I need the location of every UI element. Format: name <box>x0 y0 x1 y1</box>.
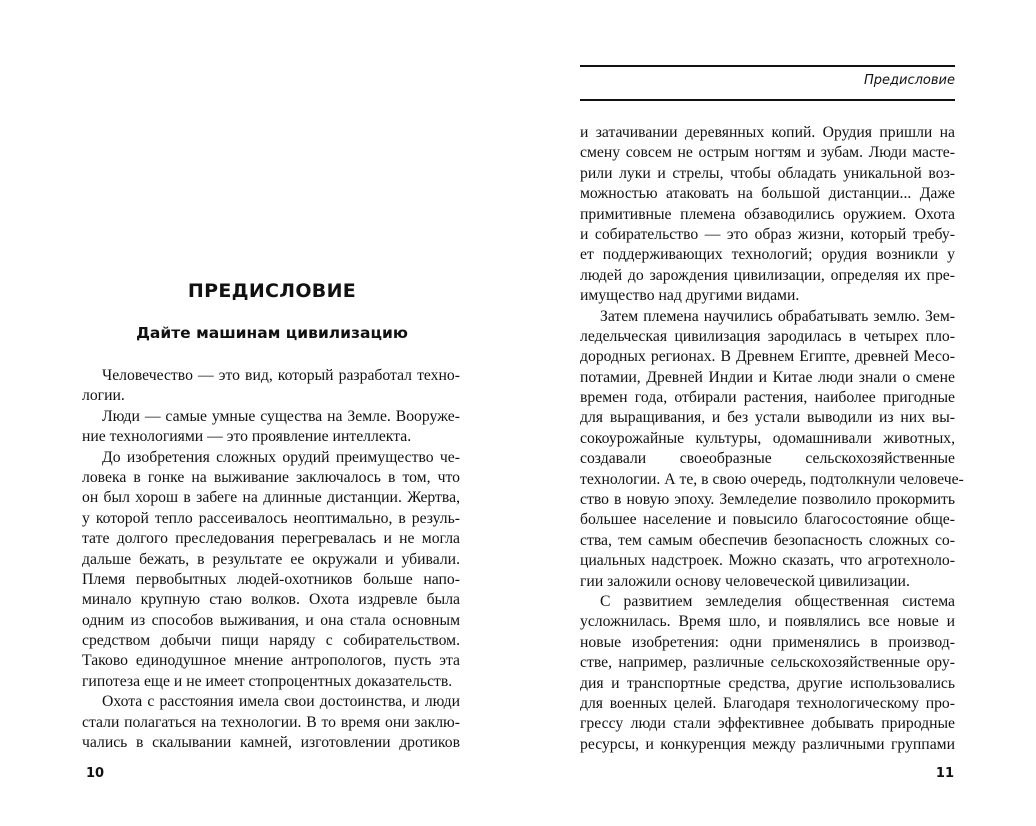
text-line: имущество над другими видами. <box>580 287 800 305</box>
text-line: примитивные племена обзаводились оружием. Охота <box>580 205 955 223</box>
text-line: Племя первобытных людей-охотников больше напо- <box>82 570 460 588</box>
text-line: для выращивания, и без устали выводили из них вы- <box>580 409 955 427</box>
text-line: ет поддерживающих технологий; орудия возникли у <box>580 246 955 264</box>
text-line: для военных целей. Благодаря технологическому про- <box>580 694 955 712</box>
text-line: тате долгого преследования перегревалась и не могла <box>82 530 460 548</box>
text-line: гипотеза еще и не имеет стопроцентных доказательств. <box>82 672 453 690</box>
text-line: Люди — самые умные существа на Земле. Вооруже- <box>102 407 460 425</box>
text-line: он был хорош в забеге на длинные дистанции. Жертва, <box>82 489 460 507</box>
text-line: минало крупную стаю волков. Охота издревле была <box>82 591 460 609</box>
text-line: рили луки и стрелы, чтобы обладать уникальной воз- <box>580 164 955 182</box>
text-line: дия и транспортные средства, другие использовались <box>580 674 955 692</box>
text-line: Человечество — это вид, который разработал техно- <box>102 367 460 384</box>
text-line: сокоурожайные культуры, одомашнивали животных, <box>580 429 955 447</box>
chapter-subtitle: Дайте машинам цивилизацию <box>136 324 408 342</box>
text-line: смену совсем не острым ногтям и зубам. Люди масте- <box>580 144 955 162</box>
text-line: и собирательство — это образ жизни, который требу- <box>580 225 955 243</box>
text-line: С развитием земледелия общественная система <box>600 592 955 610</box>
right-body-text <box>580 123 964 755</box>
text-line: ресурсы, и конкуренция между различными группами <box>580 735 955 753</box>
text-line: большее население и повысило благосостояние обще- <box>580 511 955 529</box>
right-page <box>518 0 1036 826</box>
text-line: создавали своеобразные сельскохозяйственные <box>580 450 955 468</box>
text-line: усложнилась. Время шло, и появлялись все новые и <box>580 613 955 631</box>
text-line: одним из способов выживания, и она стала основным <box>82 611 460 629</box>
text-line: ловека в гонке на выживание заключалось в том, что <box>82 468 460 486</box>
page-number-left: 10 <box>86 766 105 781</box>
text-line: потамии, Древней Индии и Китае люди знали о смене <box>580 368 955 386</box>
text-line: стали полагаться на технологии. В то время они заклю- <box>82 713 460 731</box>
text-line: До изобретения сложных орудий преимущество че- <box>102 448 460 466</box>
text-line: грессу люди стали эффективнее добывать природные <box>580 715 955 733</box>
text-line: логии. <box>82 387 125 405</box>
text-line: технологии. А те, в свою очередь, подтолкнули человече- <box>580 470 964 488</box>
text-line: ства, тем самым обеспечив безопасность сложных со- <box>580 531 955 549</box>
text-line: ние технологиями — это проявление интеллекта. <box>82 428 412 446</box>
text-line: времен года, отбирали растения, наиболее пригодные <box>580 389 955 407</box>
header-rule-top <box>580 65 955 67</box>
text-line: новые изобретения: одни применялись в производ- <box>580 633 955 651</box>
text-line: людей до зарождения цивилизации, определяя их пре- <box>580 266 955 284</box>
text-line: Таково единодушное мнение антропологов, пусть эта <box>82 652 460 670</box>
text-line: циальных надстроек. Можно сказать, что агротехноло- <box>580 552 955 570</box>
text-line: средством добычи пищи наряду с собирательством. <box>82 632 460 650</box>
chapter-title: ПРЕДИСЛОВИЕ <box>187 280 357 302</box>
running-head: Предисловие <box>864 73 955 88</box>
page-number-right: 11 <box>935 766 954 781</box>
text-line: гии заложили основу человеческой цивилизации. <box>580 572 910 590</box>
text-line: Затем племена научились обрабатывать землю. Зем- <box>600 307 955 325</box>
header-rule-bottom <box>580 99 955 101</box>
text-line: ство в новую эпоху. Земледелие позволило прокормить <box>580 491 955 509</box>
text-line: чались в скалывании камней, изготовлении дротиков <box>82 734 460 752</box>
text-line: ледельческая цивилизация зародилась в четырех пло- <box>580 327 955 345</box>
left-body-text <box>82 366 460 753</box>
text-line: дородных регионах. В Древнем Египте, древней Месо- <box>580 348 955 366</box>
text-line: можностью атаковать на большой дистанции... Даже <box>580 185 955 203</box>
text-line: у которой тепло рассеивалось неоптимально, в резуль- <box>82 509 460 527</box>
text-line: и затачивании деревянных копий. Орудия пришли на <box>580 124 955 141</box>
text-line: Охота с расстояния имела свои достоинства, и люди <box>102 693 460 711</box>
text-line: стве, например, различные сельскохозяйственные ору- <box>580 654 955 672</box>
text-line: дальше бежать, в результате ее окружали и убивали. <box>82 550 460 568</box>
